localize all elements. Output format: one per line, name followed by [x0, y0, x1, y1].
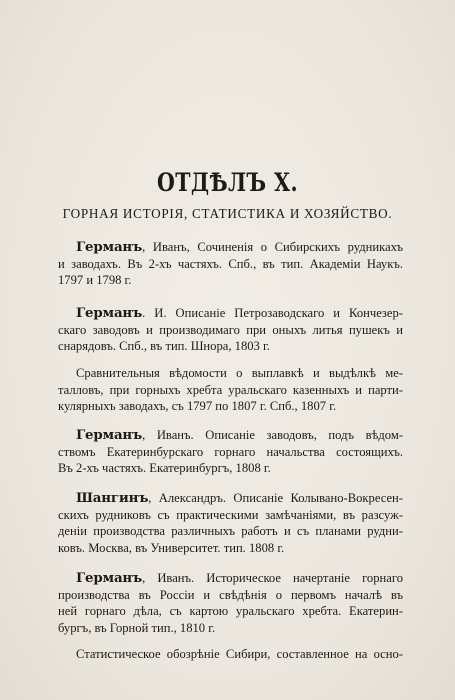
- entry-author: Германъ: [76, 427, 143, 443]
- section-subtitle: ГОРНАЯ ИСТОРІЯ, СТАТИСТИКА И ХОЗЯЙСТВО.: [62, 206, 393, 221]
- entry-text: . И. Описаніе Петрозаводскаго и Кончезер-: [142, 306, 403, 320]
- entry-line: Статистическое обозрѣніе Сибири, составленное на осно-: [76, 647, 403, 661]
- entry-line: Сравнительныя вѣдомости о выплавкѣ и выдѣлкѣ ме-: [76, 366, 403, 380]
- entry-text: , Александръ. Описаніе Колывано-Вокресен-: [148, 491, 403, 505]
- entry-line: талловъ, при горныхъ хребта уральскаго казенныхъ и парти-: [58, 382, 403, 397]
- bibliography-entry: [58, 490, 403, 556]
- entry-line: 1797 и 1798 г.: [58, 273, 132, 287]
- entry-line: [58, 490, 403, 507]
- entry-line: снарядовъ. Спб., въ тип. Шнора, 1803 г.: [58, 339, 270, 353]
- entry-line: бургъ, въ Горной тип., 1810 г.: [58, 620, 216, 635]
- bibliography-entry: [58, 570, 403, 636]
- bibliography-entry: [58, 305, 403, 355]
- entry-line: [58, 239, 403, 256]
- entry-line: [58, 305, 403, 322]
- entry-text: , Иванъ. Историческое начертаніе горнаго: [142, 571, 403, 585]
- bibliography-entry: [58, 239, 403, 289]
- section-heading: ОТДѢЛЪ X.: [156, 168, 298, 197]
- entry-line: [58, 427, 403, 444]
- entry-line: [58, 570, 403, 587]
- entry-line: скихъ рудниковъ съ практическими замѣчаніями, въ разсуж-: [58, 507, 403, 522]
- entry-line: ней горнаго дѣла, съ картою уральскаго хребта. Екатерин-: [58, 604, 403, 618]
- entry-author: Шангинъ: [76, 490, 149, 506]
- entry-line: кулярныхъ заводахъ, съ 1797 по 1807 г. Спб., 1807 г.: [58, 399, 337, 413]
- entry-line: скаго заводовъ и производимаго при оныхъ литья пушекъ и: [58, 322, 403, 337]
- entry-line: ковъ. Москва, въ Университет. тип. 1808 г.: [58, 540, 285, 555]
- entry-text: , Иванъ. Описаніе заводовъ, подъ вѣдом-: [142, 428, 403, 442]
- bibliography-entry: [58, 427, 403, 477]
- bibliography-entry: [58, 646, 403, 663]
- entry-author: Германъ: [76, 305, 143, 321]
- entry-author: Германъ: [76, 570, 143, 586]
- entry-line: ствомъ Екатеринбурскаго горнаго начальства состоящихъ.: [58, 444, 403, 459]
- entry-line: и заводахъ. Въ 2-хъ частяхъ. Спб., въ тип. Академіи Наукъ.: [58, 256, 403, 271]
- entry-line: деніи производства различныхъ работъ и съ планами рудни-: [58, 524, 403, 538]
- entry-line: Въ 2-хъ частяхъ. Екатеринбургъ, 1808 г.: [58, 461, 271, 475]
- bibliography-entry: [58, 365, 403, 415]
- entry-author: Германъ: [76, 239, 143, 255]
- entry-text: , Иванъ, Сочиненія о Сибирскихъ рудникахъ: [142, 240, 403, 254]
- entry-line: производства въ Россіи и свѣдѣнія о первомъ началѣ въ: [58, 587, 403, 602]
